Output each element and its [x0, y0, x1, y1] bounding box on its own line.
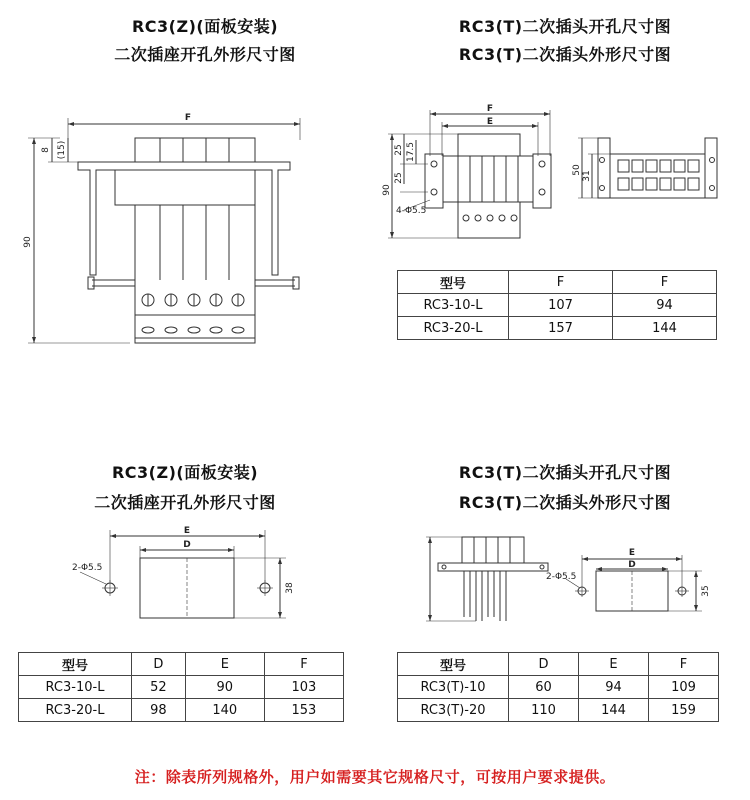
table-header-cell: F	[264, 653, 343, 676]
table-cell: RC3-20-L	[19, 699, 132, 722]
table-cell: 90	[185, 676, 264, 699]
tr-dim-17-5: 17.5	[406, 141, 416, 163]
table-cell: 109	[649, 676, 719, 699]
tr-spec-table	[397, 270, 717, 340]
bl-dim-d: D	[183, 540, 191, 550]
bl-cutout-drawing	[60, 520, 320, 620]
table-cell: 60	[509, 676, 579, 699]
table-cell: 157	[509, 317, 613, 340]
bl-dim-38: 38	[285, 582, 295, 594]
table-header-cell: 型号	[398, 271, 509, 294]
table-row	[398, 699, 719, 722]
table-cell: RC3-10-L	[398, 294, 509, 317]
tl-dim-f: F	[184, 113, 192, 123]
table-row	[19, 676, 344, 699]
table-cell: RC3-10-L	[19, 676, 132, 699]
table-cell: 52	[132, 676, 186, 699]
table-cell: 140	[185, 699, 264, 722]
tr-dim-e: E	[486, 117, 494, 127]
footer-note: 注：除表所列规格外，用户如需要其它规格尺寸，可按用户要求提供。	[134, 768, 616, 786]
table-cell: 94	[579, 676, 649, 699]
tr-dim-31: 31	[582, 170, 592, 182]
table-header-cell: F	[509, 271, 613, 294]
br-dim-d: D	[628, 560, 636, 570]
table-cell: 153	[264, 699, 343, 722]
br-plug-drawing	[420, 525, 720, 635]
tr-dim-f: F	[486, 104, 494, 114]
tr-hole-label: 4-Φ5.5	[396, 206, 427, 216]
table-cell: 107	[509, 294, 613, 317]
table-header-cell: E	[579, 653, 649, 676]
tr-dim-90: 90	[382, 184, 392, 196]
table-row	[398, 317, 717, 340]
bl-title-line2: 二次插座开孔外形尺寸图	[94, 493, 276, 512]
table-cell: 110	[509, 699, 579, 722]
tl-dim-15: (15)	[57, 140, 67, 160]
br-dim-e: E	[628, 548, 636, 558]
tr-title-line1: RC3(T)二次插头开孔尺寸图	[458, 17, 672, 36]
table-cell: 159	[649, 699, 719, 722]
tr-title-line2: RC3(T)二次插头外形尺寸图	[458, 45, 672, 64]
table-cell: 103	[264, 676, 343, 699]
table-cell: RC3(T)-20	[398, 699, 509, 722]
table-header-cell: F	[649, 653, 719, 676]
tl-title-line1: RC3(Z)(面板安装)	[131, 17, 279, 36]
table-cell: RC3-20-L	[398, 317, 509, 340]
tr-plug-drawing	[370, 100, 750, 250]
br-title-line1: RC3(T)二次插头开孔尺寸图	[458, 463, 672, 482]
table-row	[398, 676, 719, 699]
bl-spec-table	[18, 652, 344, 722]
table-header-row	[19, 653, 344, 676]
table-header-cell: E	[185, 653, 264, 676]
table-header-cell: D	[132, 653, 186, 676]
table-header-cell: 型号	[398, 653, 509, 676]
table-header-cell: F	[613, 271, 717, 294]
table-row	[19, 699, 344, 722]
table-cell: 144	[613, 317, 717, 340]
bl-dim-e: E	[183, 526, 191, 536]
table-header-row	[398, 653, 719, 676]
tr-dim-50: 50	[572, 164, 582, 176]
table-header-row	[398, 271, 717, 294]
tl-title-line2: 二次插座开孔外形尺寸图	[114, 45, 296, 64]
table-header-cell: D	[509, 653, 579, 676]
tr-dim-25a: 25	[394, 144, 404, 156]
tr-dim-25b: 25	[394, 172, 404, 184]
tl-dim-8: 8	[41, 147, 51, 153]
br-title-line2: RC3(T)二次插头外形尺寸图	[458, 493, 672, 512]
table-cell: RC3(T)-10	[398, 676, 509, 699]
br-dim-35: 35	[701, 585, 711, 597]
bl-title-line1: RC3(Z)(面板安装)	[111, 463, 259, 482]
table-row	[398, 294, 717, 317]
bl-hole-label: 2-Φ5.5	[72, 563, 103, 573]
br-spec-table	[397, 652, 719, 722]
table-cell: 144	[579, 699, 649, 722]
table-cell: 98	[132, 699, 186, 722]
table-cell: 94	[613, 294, 717, 317]
br-hole-label: 2-Φ5.5	[546, 572, 577, 582]
table-header-cell: 型号	[19, 653, 132, 676]
tl-dim-90: 90	[23, 236, 33, 248]
tl-socket-drawing	[0, 100, 340, 350]
